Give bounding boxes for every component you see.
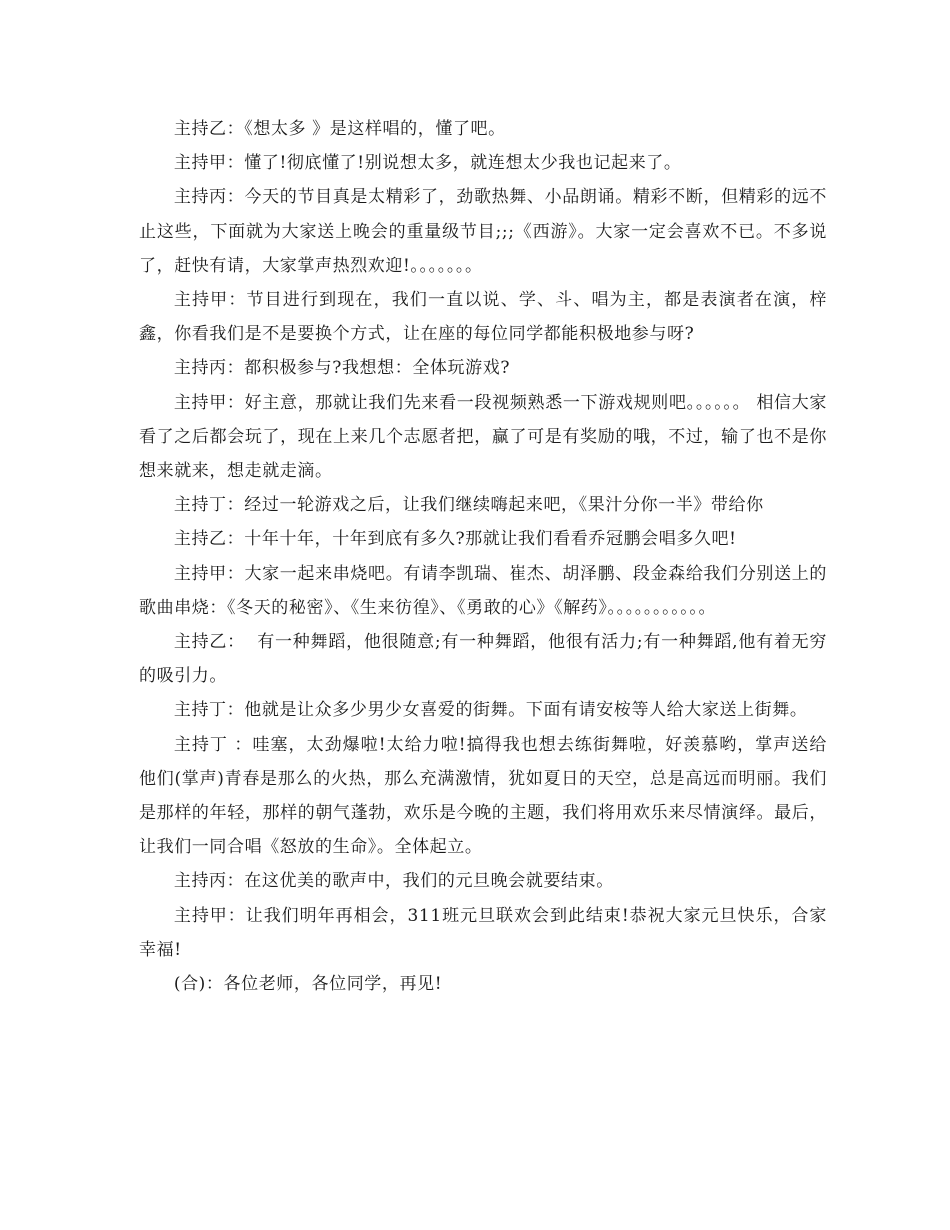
paragraph-9: 主持甲：大家一起来串烧吧。有请李凯瑞、崔杰、胡泽鹏、段金森给我们分别送上的歌曲串烧：《冬天的秘密》、《生来彷徨》、《勇敢的心》《解药》。。。。。。。。。。。 xyxy=(139,563,827,618)
paragraph-14: 主持甲：让我们明年再相会，311班元旦联欢会到此结束!恭祝大家元旦快乐，合家幸福! xyxy=(139,905,827,960)
paragraph-5: 主持丙：都积极参与?我想想：全体玩游戏? xyxy=(173,358,511,379)
paragraph-3: 主持丙：今天的节目真是太精彩了，劲歌热舞、小品朗诵。精彩不断，但精彩的远不止这些，下面就为大家送上晚会的重量级节目;;;《西游》。大家一定会喜欢不已。不多说了，赶快有请，大家掌声热烈欢迎!。。。。。。。 xyxy=(139,187,827,276)
paragraph-12: 主持丁 ：哇塞，太劲爆啦!太给力啦!搞得我也想去练街舞啦，好羡慕哟，掌声送给他们(掌声)青春是那么的火热，那么充满激情，犹如夏日的天空，总是高远而明丽。我们是那样的年轻，那样的朝气蓬勃，欢乐是今晚的主题，我们将用欢乐来尽情演绎。最后，让我们一同合唱《怒放的生命》。全体起立。 xyxy=(139,734,827,858)
paragraph-11: 主持丁：他就是让众多少男少女喜爱的街舞。下面有请安桉等人给大家送上街舞。 xyxy=(173,700,808,721)
paragraph-13: 主持丙：在这优美的歌声中，我们的元旦晚会就要结束。 xyxy=(173,871,614,892)
paragraph-4: 主持甲：节目进行到现在，我们一直以说、学、斗、唱为主，都是表演者在演，梓鑫，你看我们是不是要换个方式，让在座的每位同学都能积极地参与呀? xyxy=(139,290,827,345)
paragraph-7: 主持丁：经过一轮游戏之后，让我们继续嗨起来吧，《果汁分你一半》带给你 xyxy=(173,495,764,516)
paragraph-2: 主持甲：懂了!彻底懂了!别说想太多，就连想太少我也记起来了。 xyxy=(173,153,682,174)
paragraph-10: 主持乙： 有一种舞蹈，他很随意;有一种舞蹈，他很有活力;有一种舞蹈,他有着无穷的吸引力。 xyxy=(139,632,827,687)
document-body xyxy=(139,112,827,1001)
paragraph-6: 主持甲：好主意，那就让我们先来看一段视频熟悉一下游戏规则吧。。。。。。 相信大家看了之后都会玩了，现在上来几个志愿者把，赢了可是有奖励的哦，不过，输了也不是你想来就来，想走就走滴。 xyxy=(139,392,827,482)
paragraph-1: 主持乙：《想太多 》是这样唱的，懂了吧。 xyxy=(173,119,506,139)
paragraph-8: 主持乙：十年十年，十年到底有多久?那就让我们看看乔冠鹏会唱多久吧! xyxy=(173,529,737,550)
paragraph-15: (合)：各位老师，各位同学，再见! xyxy=(173,974,443,995)
